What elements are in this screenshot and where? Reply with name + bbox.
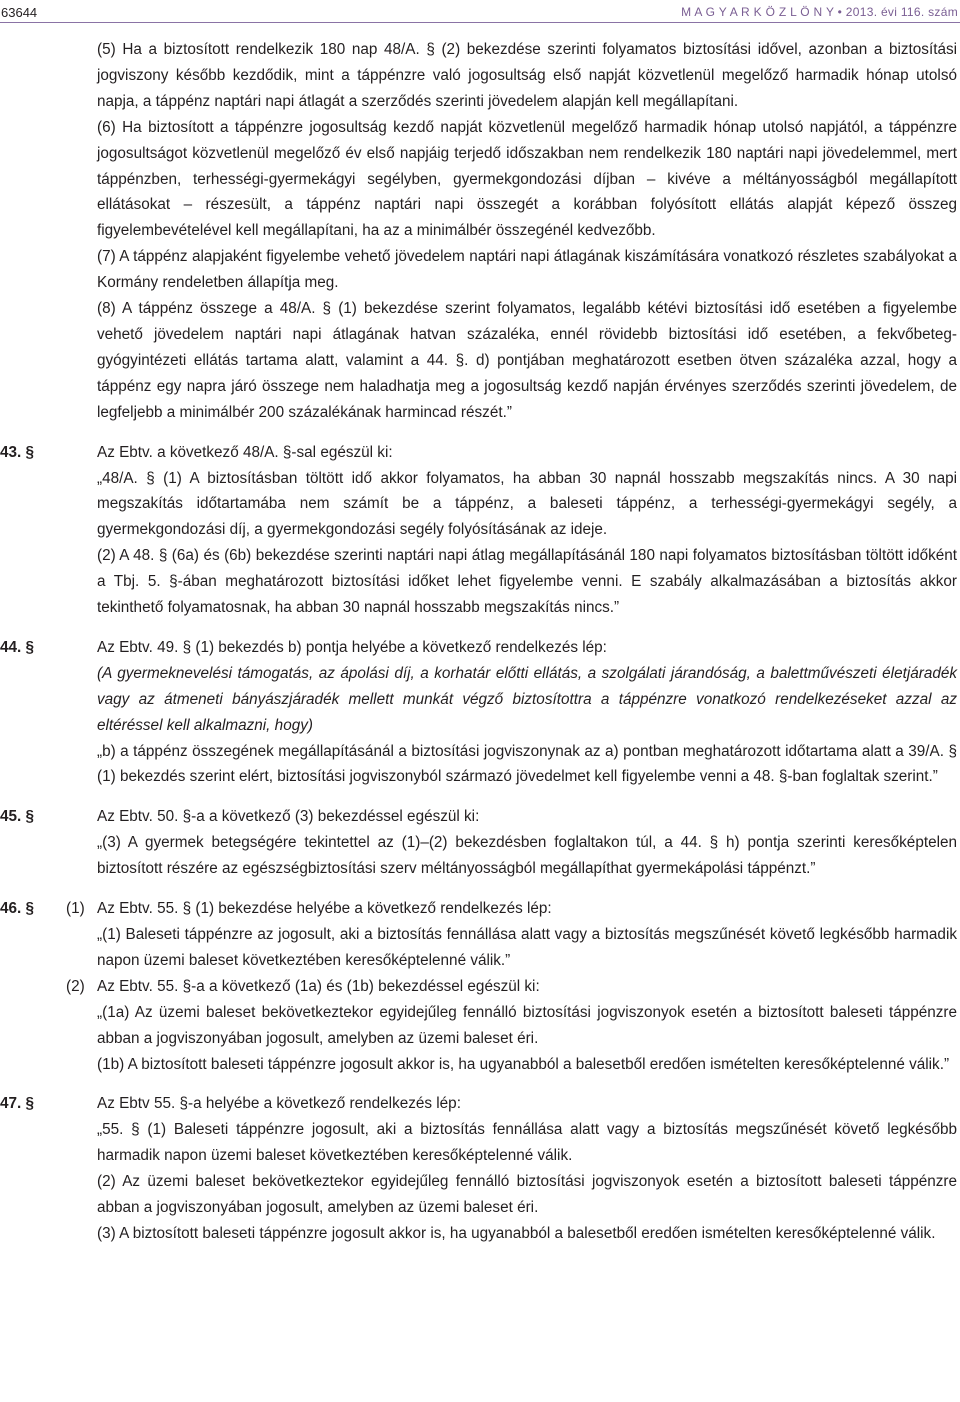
section-45 — [0, 804, 960, 882]
section-44 — [0, 635, 960, 790]
page-header — [0, 0, 960, 24]
section-text: „b) a táppénz összegének megállapításánál a biztosítási jogviszonynak az a) pontban meghatározott időtartama alatt a 39/A. § (1) bekezdés szerint elért, biztosítási jogviszonyból származó jövedelmet kell figyelembe venni a 48. §-ban foglaltak szerint.” — [97, 742, 957, 786]
section-text: Az Ebtv. 50. §-a a következő (3) bekezdéssel egészül ki: — [97, 808, 480, 826]
document-body — [0, 37, 960, 1247]
section-text: „(1) Baleseti táppénzre az jogosult, aki a biztosítás fennállása alatt vagy a biztosítás megszűnését követő legkésőbb harmadik napon üzemi baleset következtében keresőképtelenné válik.” — [97, 926, 957, 969]
section-context-italic: (A gyermeknevelési támogatás, az ápolási díj, a korhatár előtti ellátás, a szolgálati járandóság, a balettművészeti életjáradék vagy az átmeneti bányászjáradék mellett munkát végző biztosítottra a táppénzre vonatkozó rendelkezéseket azzal az eltéréssel kell alkalmazni, hogy) — [97, 664, 957, 734]
section-text: Az Ebtv. a következő 48/A. §-sal egészül ki: — [97, 443, 393, 461]
section-text: (3) A biztosított baleseti táppénzre jogosult akkor is, ha ugyanabból a balesetből eredően ismételten keresőképtelenné válik. — [97, 1224, 936, 1242]
section-text: Az Ebtv. 49. § (1) bekezdés b) pontja helyébe a következő rendelkezés lép: — [97, 638, 607, 656]
subsection-number: (2) — [66, 977, 85, 995]
subsection-2 — [0, 974, 960, 1078]
page-number: 63644 — [1, 5, 38, 20]
running-title: M A G Y A R K Ö Z L Ö N Y • 2013. évi 116. szám — [681, 5, 958, 19]
section-text: (1b) A biztosított baleseti táppénzre jogosult akkor is, ha ugyanabból a balesetből eredően ismételten keresőképtelenné válik.” — [97, 1055, 950, 1073]
paragraph-5: (5) Ha a biztosított rendelkezik 180 nap 48/A. § (2) bekezdése szerinti folyamatos biztosítási idővel, azonban a biztosítási jogviszony később kezdődik, mint a táppénzre való jogosultság első napját közvetlenül megelőző harmadik hónap utolsó napja, a táppénz naptári napi átlagát a szerződés szerinti jövedelem alapján kell megállapítani. — [97, 41, 957, 110]
section-number: 46. § — [0, 900, 35, 918]
section-number: 47. § — [0, 1095, 35, 1113]
section-text: (2) A 48. § (6a) és (6b) bekezdése szerinti naptári napi átlag megállapításánál 180 napi folyamatos biztosításban töltött időként a Tbj. 5. §-ában meghatározott biztosítási időket lehet figyelembe venni. E szabály alkalmazásában a biztosítás akkor tekinthető folyamatosnak, ha abban 30 napnál hosszabb megszakítás nincs.” — [97, 547, 957, 617]
section-text: (2) Az üzemi baleset bekövetkeztekor egyidejűleg fennálló biztosítási jogviszonyok esetén a biztosított baleseti táppénzre abban a jogviszonyában jogosult, amelyben az üzemi baleset éri. — [97, 1173, 957, 1217]
header-rule — [0, 22, 960, 23]
section-47 — [0, 1091, 960, 1246]
section-text: Az Ebtv. 55. §-a a következő (1a) és (1b) bekezdéssel egészül ki: — [97, 977, 540, 995]
section-number: 43. § — [0, 443, 35, 461]
subsection-number: (1) — [66, 900, 85, 918]
section-text: „(1a) Az üzemi baleset bekövetkeztekor egyidejűleg fennálló biztosítási jogviszonyok esetén a biztosított baleseti táppénzre abban a jogviszonyában jogosult, amelyben az üzemi baleset éri. — [97, 1003, 957, 1047]
section-number: 45. § — [0, 808, 35, 826]
section-number: 44. § — [0, 638, 35, 656]
section-text: Az Ebtv. 55. § (1) bekezdése helyébe a következő rendelkezés lép: — [97, 900, 552, 918]
paragraph-8: (8) A táppénz összege a 48/A. § (1) bekezdése szerint folyamatos, legalább kétévi biztosítási idő esetében a figyelembe vehető jövedelem naptári napi átlagának hatvan százaléka, ennél rövidebb biztosítási idő esetében, a fekvőbeteg-gyógyintézeti ellátás tartama alatt, valamint a 44. §. d) pontjában meghatározott esetben ötven százaléka azzal, hogy a táppénz egy napra járó összege nem haladhatja meg a jogosultság kezdő napján érvényes szerződés szerinti jövedelem, de legfeljebb a minimálbér 200 százalékának harmincad részét.” — [97, 300, 957, 421]
paragraph-6: (6) Ha biztosított a táppénzre jogosultság kezdő napját közvetlenül megelőző harmadik hónap utolsó napjától, a táppénzre jogosultságot közvetlenül megelőző év első napjáig terjedő időszakban nem rendelkezik 180 naptári napi jövedelemmel, mert táppénzben, terhességi-gyermekágyi segélyben, gyermekgondozási díjban – kivéve a méltányosságból megállapított ellátásokat – részesült, a táppénz naptári napi összegét a korábban folyósított ellátás alapját képező összeg figyelembevételével kell megállapítani, ha az a minimálbér összegénél kedvezőbb. — [97, 118, 957, 240]
section-text: „48/A. § (1) A biztosításban töltött idő akkor folyamatos, ha abban 30 napnál hosszabb megszakítás nincs. A 30 napi megszakítás időtartamába nem számít be a táppénz, a baleseti táppénz, a terhességi-gyermekágyi segély, a gyermekgondozási díj, a gyermekgondozási segély folyósításának az ideje. — [97, 469, 957, 539]
paragraph-7: (7) A táppénz alapjaként figyelembe vehető jövedelem naptári napi átlagának kiszámítására vonatkozó részletes szabályokat a Kormány rendeletben állapítja meg. — [97, 248, 957, 292]
section-text: Az Ebtv 55. §-a helyébe a következő rendelkezés lép: — [97, 1095, 461, 1113]
section-text: „55. § (1) Baleseti táppénzre jogosult, aki a biztosítás fennállása alatt vagy a biztosítás megszűnését követő legkésőbb harmadik napon üzemi baleset következtében keresőképtelenné válik. — [97, 1121, 957, 1165]
subsection-1 — [0, 896, 960, 974]
section-46 — [0, 896, 960, 1077]
section-text: „(3) A gyermek betegségére tekintettel az (1)–(2) bekezdésben foglaltakon túl, a 44. § h) pontja szerinti keresőképtelen biztosított részére az egészségbiztosítási szerv méltányosságból megállapíthat gyermekápolási táppénzt.” — [97, 834, 957, 878]
section-43 — [0, 440, 960, 621]
